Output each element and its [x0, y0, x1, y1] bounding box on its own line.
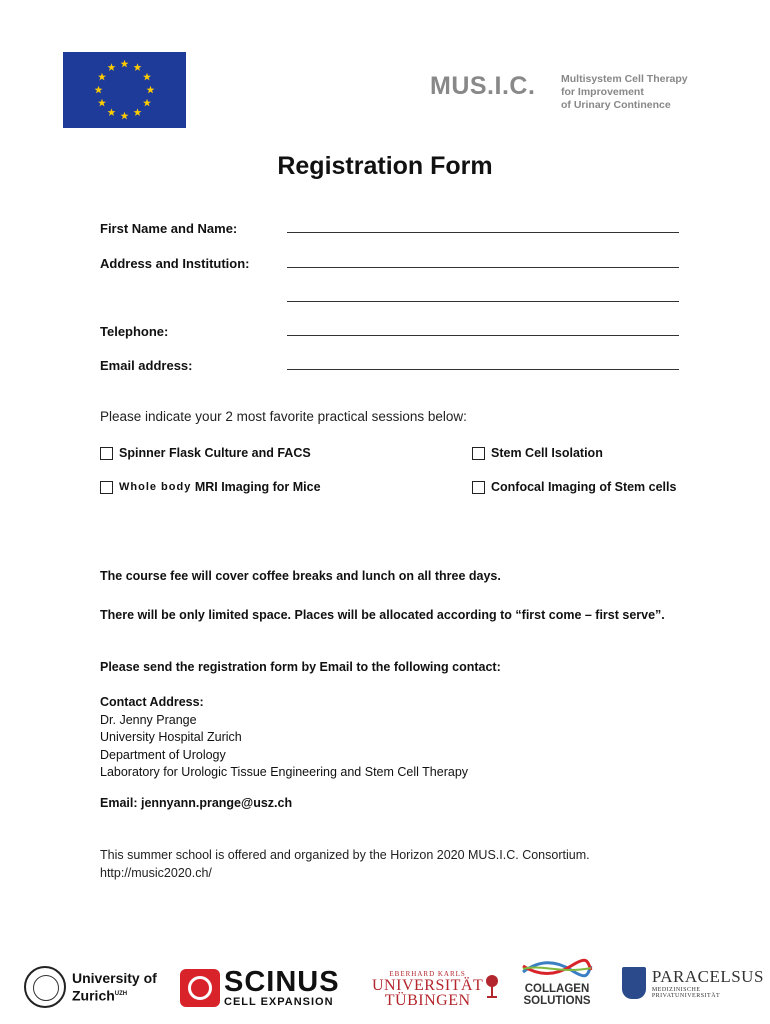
contact-email[interactable]: Email: jennyann.prange@usz.ch	[100, 796, 293, 810]
checkbox-icon[interactable]	[100, 481, 113, 494]
uzh-suffix: UZH	[114, 991, 128, 998]
paracelsus-name: PARACELSUS	[651, 967, 764, 986]
email-field[interactable]	[287, 369, 679, 370]
scinus-mark-icon	[180, 969, 220, 1007]
contact-line: Dr. Jenny Prange	[100, 712, 197, 727]
paracelsus-shield-icon	[622, 967, 646, 999]
name-field[interactable]	[287, 232, 679, 233]
uzh-line	[72, 986, 157, 1004]
send-notice: Please send the registration form by Email to the following contact:	[100, 660, 501, 674]
tagline-line: of Urinary Continence	[561, 99, 671, 111]
eu-star-icon	[134, 108, 142, 116]
checkbox-icon[interactable]	[100, 447, 113, 460]
collagen-logo	[521, 958, 593, 1007]
session-option-stem-cell-isolation[interactable]	[472, 446, 603, 460]
session-option-confocal-imaging[interactable]	[472, 480, 676, 494]
collagen-line: SOLUTIONS	[523, 995, 591, 1007]
music-project-name: MUS.I.C.	[430, 72, 536, 100]
uzh-line: University of	[72, 970, 157, 987]
address-field-line-2[interactable]	[287, 301, 679, 302]
tuebingen-line: UNIVERSITÄT	[372, 977, 484, 994]
tagline-line: for Improvement	[561, 86, 644, 98]
address-field-label: Address and Institution:	[100, 256, 250, 271]
uzh-wordmark	[72, 970, 157, 1004]
collagen-line: COLLAGEN	[524, 983, 590, 995]
paracelsus-sub: MEDIZINISCHE PRIVATUNIVERSITÄT	[651, 987, 721, 999]
scinus-logo	[180, 968, 340, 1008]
eu-star-icon	[134, 63, 142, 71]
paracelsus-wordmark	[652, 967, 770, 999]
uzh-line-text: Zurich	[72, 987, 115, 1004]
contact-line: University Hospital Zurich	[100, 730, 242, 744]
eu-star-icon	[143, 73, 151, 81]
eu-star-icon	[98, 99, 106, 107]
scinus-sub: CELL EXPANSION	[224, 996, 334, 1008]
eu-star-icon	[98, 73, 106, 81]
eu-star-icon	[121, 112, 129, 120]
checkbox-icon[interactable]	[472, 447, 485, 460]
eu-star-icon	[108, 63, 116, 71]
uzh-logo	[24, 966, 157, 1008]
address-field[interactable]	[287, 267, 679, 268]
telephone-field-label: Telephone:	[100, 324, 169, 339]
tuebingen-small: EBERHARD KARLS	[389, 970, 466, 978]
tuebingen-line: TÜBINGEN	[384, 992, 471, 1009]
eu-star-icon	[108, 108, 116, 116]
session-option-label: Stem Cell Isolation	[491, 446, 603, 460]
tree-icon	[484, 974, 500, 1000]
email-field-label: Email address:	[100, 358, 193, 373]
session-option-label: Spinner Flask Culture and FACS	[119, 446, 311, 460]
footer-line: This summer school is offered and organized by the Horizon 2020 MUS.I.C. Consortium.	[100, 848, 590, 862]
contact-line: Department of Urology	[100, 747, 226, 762]
session-option-spinner-flask[interactable]	[100, 446, 311, 460]
tagline-line: Multisystem Cell Therapy	[561, 73, 688, 85]
tuebingen-logo	[372, 970, 483, 1008]
name-field-label: First Name and Name:	[100, 221, 238, 236]
footer-text	[100, 847, 590, 882]
session-option-label: MRI Imaging for Mice	[194, 480, 321, 494]
eu-star-icon	[147, 86, 155, 94]
contact-title: Contact Address:	[100, 695, 204, 709]
scinus-name: SCINUS	[224, 966, 340, 998]
paracelsus-logo	[622, 967, 770, 999]
space-notice: There will be only limited space. Places will be allocated according to “first come – first serve”.	[100, 608, 665, 622]
session-option-mri-imaging[interactable]	[100, 480, 321, 494]
contact-address	[100, 694, 468, 782]
scinus-wordmark	[224, 968, 340, 1008]
footer-link[interactable]: http://music2020.ch/	[100, 865, 212, 880]
eu-star-icon	[121, 60, 129, 68]
uzh-seal-icon	[24, 966, 66, 1008]
session-option-label-prefix: Whole body	[119, 481, 192, 493]
contact-line: Laboratory for Urologic Tissue Engineering and Stem Cell Therapy	[100, 765, 469, 779]
collagen-wave-icon	[521, 958, 593, 978]
sessions-intro: Please indicate your 2 most favorite practical sessions below:	[100, 409, 467, 424]
page-title: Registration Form	[277, 152, 493, 180]
session-option-label: Confocal Imaging of Stem cells	[491, 480, 677, 494]
telephone-field[interactable]	[287, 335, 679, 336]
checkbox-icon[interactable]	[472, 481, 485, 494]
eu-flag-icon	[63, 52, 186, 128]
music-tagline	[561, 73, 688, 112]
fee-notice: The course fee will cover coffee breaks and lunch on all three days.	[100, 569, 501, 583]
eu-star-icon	[143, 99, 151, 107]
music-logo	[430, 68, 720, 111]
eu-star-icon	[95, 86, 103, 94]
